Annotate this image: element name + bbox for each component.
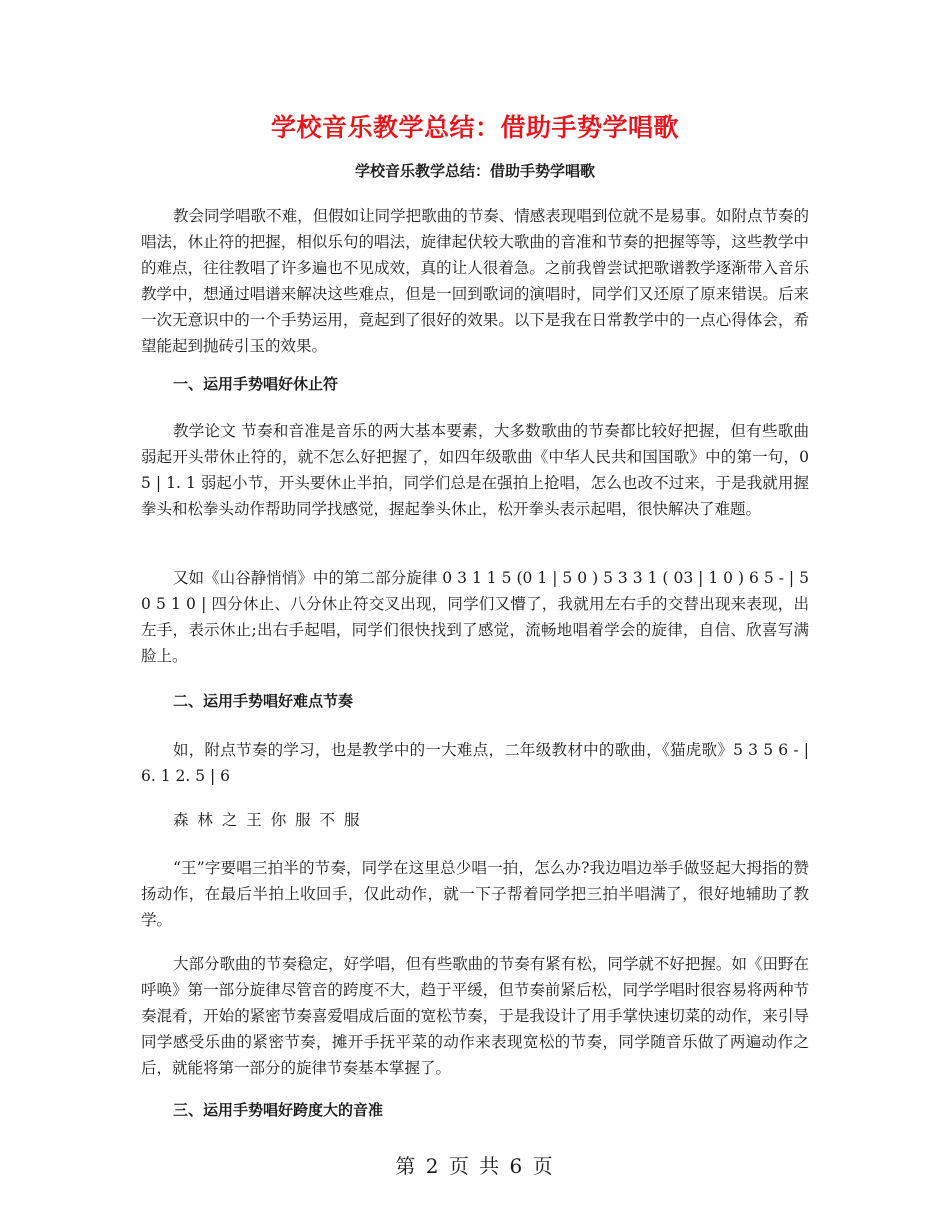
document-subtitle: 学校音乐教学总结：借助手势学唱歌 [354, 162, 595, 180]
paragraph-rest-1: 教学论文 节奏和音准是音乐的两大基本要素，大多数歌曲的节奏都比较好把握，但有些歌曲弱起开头带休止符的，就不怎么好把握了，如四年级歌曲《中华人民共和国国歌》中的第一句，0 5 | 1. 1 弱起小节，开头要休止半拍，同学们总是在强拍上抢唱，怎么也改不过来，于是我就用握拳头和松拳头动作帮助同学找感觉，握起拳头休止，松开拳头表示起唱，很快解决了难题。 [141, 422, 809, 518]
paragraph-rest-2: 又如《山谷静悄悄》中的第二部分旋律 0 3 1 1 5 (0 1 | 5 0 ) 5 3 3 1 ( 03 | 1 0 ) 6 5 - | 5 0 5 1 0 | 四分休止、八分休止符交叉出现，同学们又懵了，我就用左右手的交替出现来表现，出左手，表示休止;出右手起唱，同学们很快找到了感觉，流畅地唱着学会的旋律，自信、欣喜写满脸上。 [141, 569, 809, 665]
paragraph-rhythm-2: “王”字要唱三拍半的节奏，同学在这里总少唱一拍，怎么办?我边唱边举手做竖起大拇指的赞扬动作，在最后半拍上收回手，仅此动作，就一下子帮着同学把三拍半唱满了，很好地辅助了教学。 [141, 859, 809, 929]
document-title: 学校音乐教学总结：借助手势学唱歌 [270, 113, 679, 142]
page-footer: 第 2 页 共 6 页 [395, 1154, 555, 1178]
paragraph-rhythm-3: 大部分歌曲的节奏稳定，好学唱，但有些歌曲的节奏有紧有松，同学就不好把握。如《田野在呼唤》第一部分旋律尽管音的跨度不大，趋于平缓，但节奏前紧后松，同学学唱时很容易将两种节奏混肴，开始的紧密节奏喜爱唱成后面的宽松节奏，于是我设计了用手掌快速切菜的动作，来引导同学感受乐曲的紧密节奏，摊开手抚平菜的动作来表现宽松的节奏，同学随音乐做了两遍动作之后，就能将第一部分的旋律节奏基本掌握了。 [141, 955, 809, 1077]
paragraph-intro: 教会同学唱歌不难，但假如让同学把歌曲的节奏、情感表现唱到位就不是易事。如附点节奏的唱法，休止符的把握，相似乐句的唱法，旋律起伏较大歌曲的音准和节奏的把握等等，这些教学中的难点，往往教唱了许多遍也不见成效，真的让人很着急。之前我曾尝试把歌谱教学逐渐带入音乐教学中，想通过唱谱来解决这些难点，但是一回到歌词的演唱时，同学们又还原了原来错误。后来一次无意识中的一个手势运用，竟起到了很好的效果。以下是我在日常教学中的一点心得体会，希望能起到抛砖引玉的效果。 [141, 207, 809, 355]
section-heading-2: 二、运用手势唱好难点节奏 [173, 692, 354, 710]
lyrics-line: 森 林 之 王 你 服 不 服 [173, 811, 362, 829]
paragraph-rhythm-1: 如，附点节奏的学习，也是教学中的一大难点，二年级教材中的歌曲，《猫虎歌》5 3 5 6 - | 6. 1 2. 5 | 6 [141, 741, 809, 785]
section-heading-3: 三、运用手势唱好跨度大的音准 [173, 1101, 384, 1119]
section-heading-1: 一、运用手势唱好休止符 [173, 375, 339, 393]
